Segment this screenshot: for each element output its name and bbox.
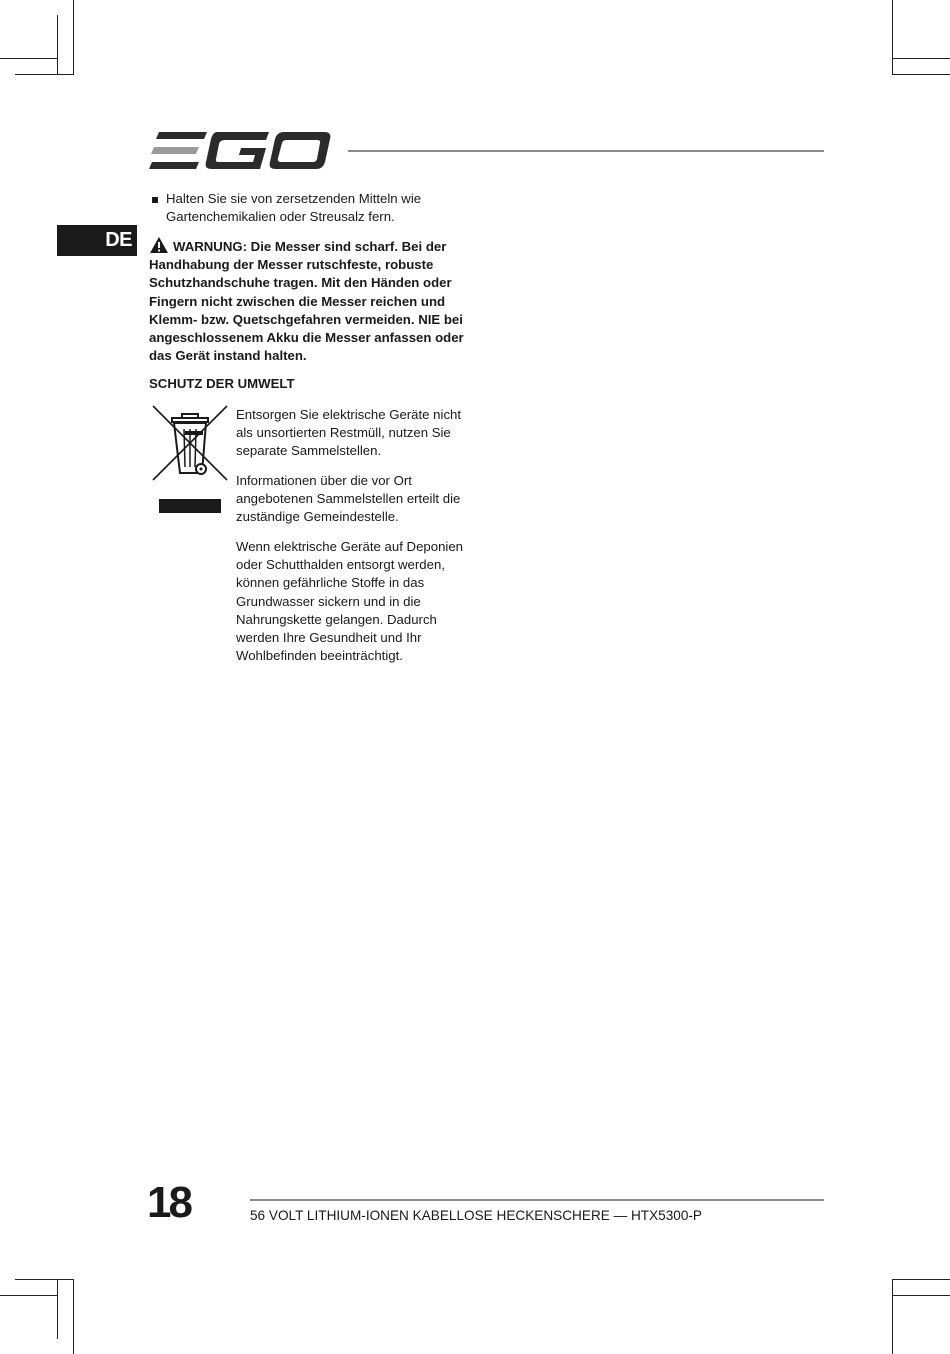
paragraph: Wenn elektrische Geräte auf Deponien oder Schutthalden entsorgt werden, können gefährliche Stoffe in das Grundwasser sickern und in die Nahrungskette gelangen. Dadurch werden Ihre Gesundheit und Ihr Wohlbefinden beeinträchtigt.	[236, 539, 464, 664]
warning-text: Die Messer sind scharf. Bei der Handhabung der Messer rutschfeste, robuste Schutzhandschuhe tragen. Mit den Händen oder Fingern nicht zwischen die Messer reichen und Klemm- bzw. Quetschgefahren vermeiden. NIE bei angeschlossenem Akku die Messer anfassen oder das Gerät instand halten.	[149, 239, 464, 364]
crop-mark	[73, 1280, 74, 1354]
crossed-bin-icon	[150, 403, 230, 515]
crop-mark	[57, 1280, 58, 1339]
bullet-marker	[152, 197, 158, 203]
crop-mark	[892, 1280, 893, 1354]
footer-rule	[250, 1199, 824, 1201]
crop-mark	[892, 0, 893, 74]
crop-mark	[0, 58, 58, 59]
bullet-text: Halten Sie sie von zersetzenden Mitteln wie Gartenchemikalien oder Streusalz fern.	[166, 191, 422, 225]
header-rule	[348, 150, 824, 152]
crop-mark	[892, 1279, 950, 1280]
paragraph: Informationen über die vor Ort angebotenen Sammelstellen erteilt die zuständige Gemeindestelle.	[236, 473, 461, 525]
crop-mark	[15, 1279, 74, 1280]
warning-triangle-icon	[149, 236, 169, 254]
crop-mark	[0, 1295, 58, 1296]
crop-mark	[892, 1295, 950, 1296]
crop-mark	[892, 58, 950, 59]
footer-title: 56 VOLT LITHIUM-IONEN KABELLOSE HECKENSCHERE — HTX5300-P	[250, 1208, 702, 1223]
crop-mark	[57, 15, 58, 74]
ego-logo	[149, 130, 331, 172]
section-heading: SCHUTZ DER UMWELT	[149, 376, 295, 391]
language-tab: DE	[57, 225, 137, 256]
page-number: 18	[147, 1178, 190, 1227]
crop-mark	[892, 74, 950, 75]
crop-mark	[15, 74, 74, 75]
crop-mark	[73, 0, 74, 74]
warning-block	[149, 236, 485, 365]
warning-label: WARNUNG:	[173, 239, 247, 254]
paragraph: Entsorgen Sie elektrische Geräte nicht als unsortierten Restmüll, nutzen Sie separate Sammelstellen.	[236, 407, 462, 459]
